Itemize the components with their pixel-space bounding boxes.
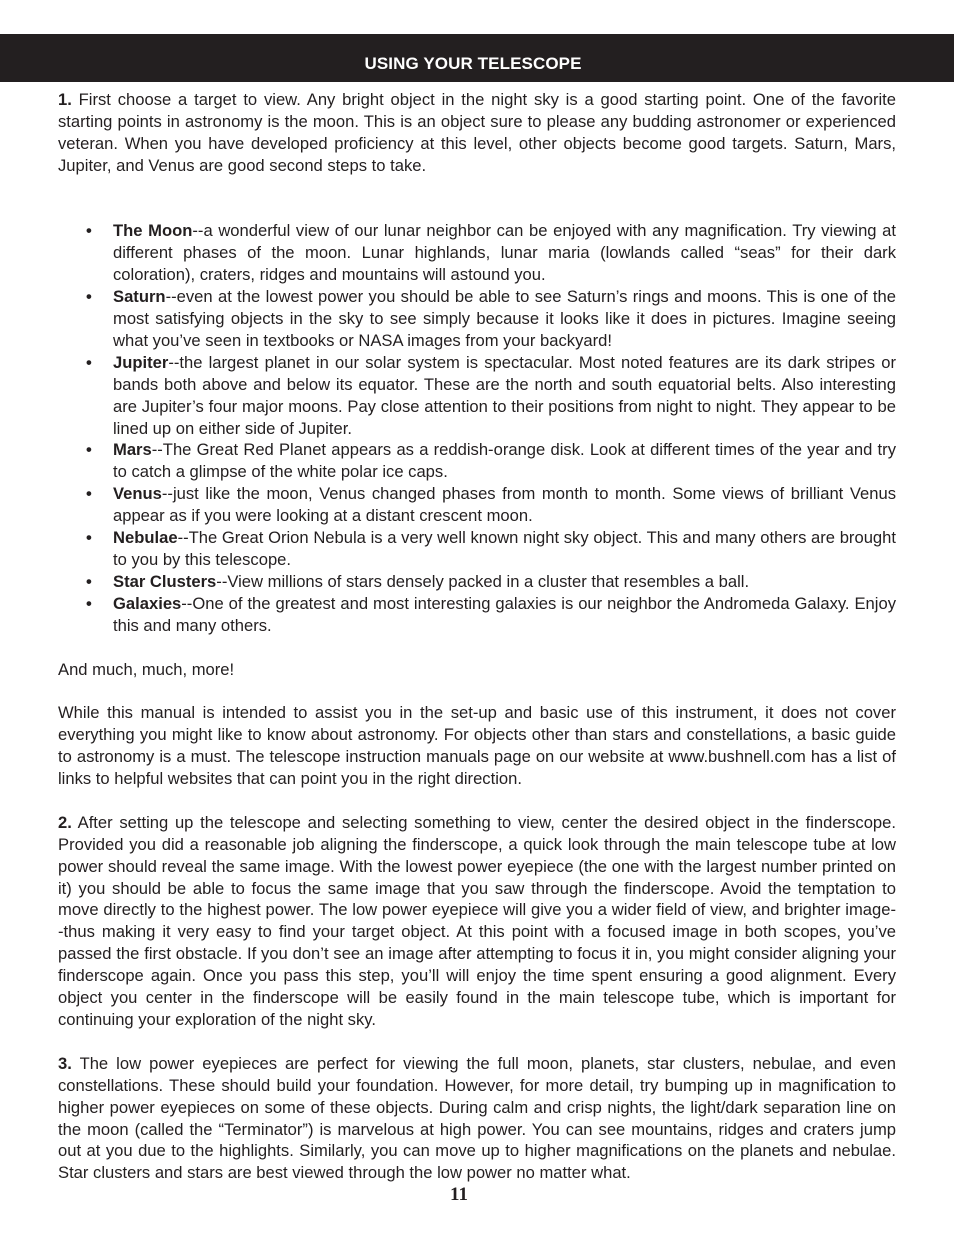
step-3-paragraph (58, 1053, 896, 1184)
step-2-number: 2. (58, 812, 72, 832)
step-2-text: After setting up the telescope and selecting something to view, center the desired object in the finderscope. Provided you did a reasonable job aligning the finderscope, a quick look through the main telescope tube at low power should reveal the same image. With the lowest power eyepiece (the one with the largest number printed on it) you should be able to focus the same image that you saw through the finderscope. Avoid the temptation to move directly to the highest power. The low power eyepiece will give you a wider field of view, and brighter image--thus making it very easy to find your target object. At this point with a focused image in both scopes, you’ve passed the first obstacle. If you don’t see an image after attempting to focus it in, you might consider aligning your finderscope again. Once you pass this step, you’ll will enjoy the time spent ensuring a good alignment. Every object you center in the finderscope will be easily found in the main telescope tube, which is important for continuing your exploration of the night sky. (58, 812, 896, 1029)
page-title: USING YOUR TELESCOPE (364, 54, 582, 73)
list-item-term: Venus (113, 484, 162, 504)
step-2-paragraph (58, 812, 896, 1031)
list-item-text: --View millions of stars densely packed in a cluster that resembles a ball. (216, 571, 750, 591)
list-item-jupiter (113, 352, 896, 440)
step-3-text: The low power eyepieces are perfect for viewing the full moon, planets, star clusters, nebulae, and even constellations. These should build your foundation. However, for more detail, try bumping up in magnification to higher power eyepieces on some of these objects. During calm and crisp nights, the light/dark separation line on the moon (called the “Terminator”) is marvelous at high power. You can see mountains, ridges and craters jump out at you due to the highlights. Similarly, you can move up to higher magnifications on the planets and nebulae. Star clusters and stars are best viewed through the low power no matter what. (58, 1053, 896, 1183)
list-item-mars (113, 439, 896, 483)
list-item-term: Jupiter (113, 352, 169, 372)
page-number: 11 (450, 1184, 468, 1205)
manual-content (58, 89, 896, 1184)
step-1-number: 1. (58, 90, 72, 109)
list-item-text: --even at the lowest power you should be able to see Saturn’s rings and moons. This is one of the most satisfying objects in the sky to see simply because it looks like it does in pictures. Imagine seeing what you’ve seen in textbooks or NASA images from your backyard! (113, 287, 896, 350)
list-item-term: The Moon (113, 221, 193, 241)
list-item-text: --the largest planet in our solar system is spectacular. Most noted features are its dark stripes or bands both above and below its equator. These are the north and south equatorial belts. Also interesting are Jupiter’s four major moons. Pay close attention to their positions from night to night. They appear to be lined up on either side of Jupiter. (113, 352, 896, 438)
step-1-text: First choose a target to view. Any bright object in the night sky is a good starting point. One of the favorite starting points in astronomy is the moon. This is an object sure to please any budding astronomer or experienced veteran. When you have developed proficiency at this level, other objects become good targets. Saturn, Mars, Jupiter, and Venus are good second steps to take. (58, 90, 896, 175)
target-list (58, 220, 896, 636)
list-item-text: --One of the greatest and most interesting galaxies is our neighbor the Andromeda Galaxy. Enjoy this and many others. (113, 593, 896, 635)
list-item-term: Saturn (113, 287, 166, 307)
more-text: And much, much, more! (58, 659, 235, 679)
list-item-star-clusters (113, 571, 896, 593)
list-item-text: --The Great Orion Nebula is a very well known night sky object. This and many others are brought to you by this telescope. (113, 528, 896, 569)
list-item-saturn (113, 286, 896, 352)
list-item-term: Nebulae (113, 528, 178, 548)
list-item-term: Star Clusters (113, 571, 217, 591)
list-item-text: --a wonderful view of our lunar neighbor can be enjoyed with any magnification. Try viewing at different phases of the moon. Lunar highlands, lunar maria (lowlands called “seas” for their dark coloration), craters, ridges and mountains will astound you. (113, 221, 897, 285)
list-item-nebulae (113, 527, 896, 571)
list-item-text: --The Great Red Planet appears as a reddish-orange disk. Look at different times of the year and try to catch a glimpse of the white polar ice caps. (113, 440, 896, 482)
list-item-term: Mars (113, 440, 152, 460)
list-item-moon (113, 220, 896, 286)
step-3-number: 3. (58, 1053, 72, 1073)
manual-note-paragraph: While this manual is intended to assist you in the set-up and basic use of this instrument, it does not cover everything you might like to know about astronomy. For objects other than stars and constellations, a basic guide to astronomy is a must. The telescope instruction manuals page on our website at www.bushnell.com has a list of links to helpful websites that can point you in the right direction. (58, 703, 896, 789)
list-item-venus (113, 483, 896, 527)
step-1-paragraph (58, 89, 896, 177)
list-item-galaxies (113, 593, 896, 637)
list-item-text: --just like the moon, Venus changed phases from month to month. Some views of brilliant Venus appear as if you were looking at a distant crescent moon. (113, 484, 896, 526)
list-item-term: Galaxies (113, 593, 182, 613)
